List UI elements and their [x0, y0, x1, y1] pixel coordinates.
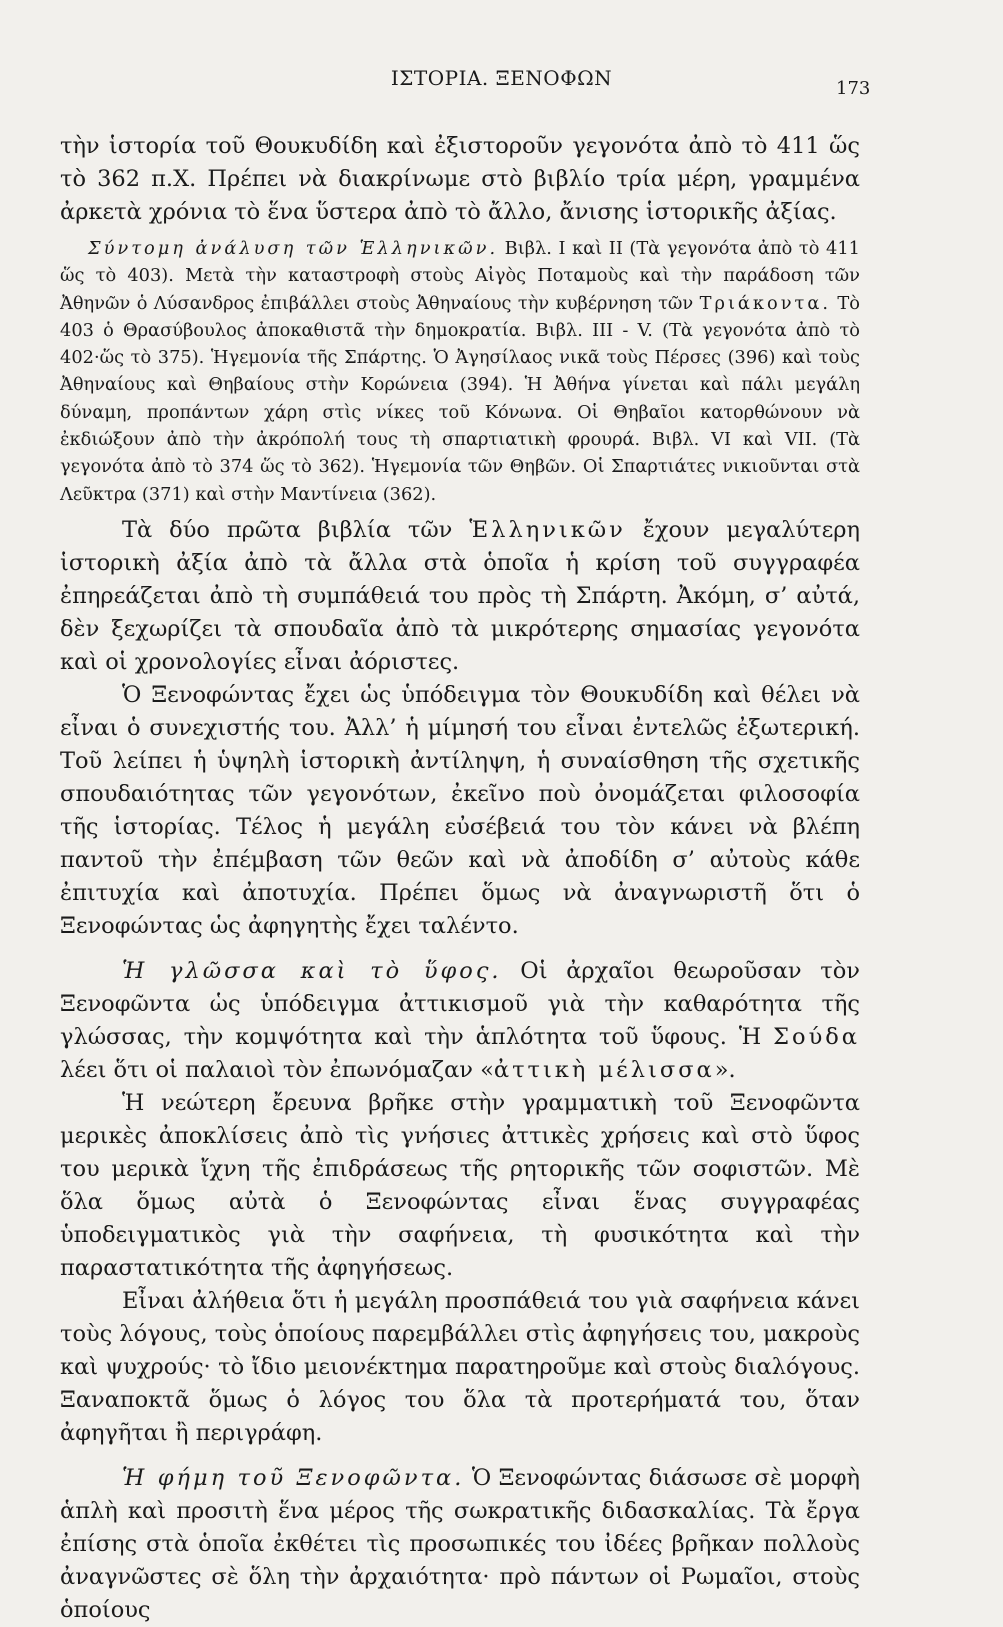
- summary-thirty: Τριάκοντα.: [699, 292, 832, 314]
- running-head: ΙΣΤΟΡΙΑ. ΞΕΝΟΦΩΝ: [390, 66, 613, 90]
- para5-text-c: ».: [714, 1056, 736, 1083]
- summary-text-b: Τὸ 403 ὁ Θρασύβουλος ἀποκαθιστᾶ τὴν δημοκρατία. Βιβλ. ΙΙΙ - V. (Τὰ γεγονότα ἀπὸ τὸ 402·ὥς τὸ 375). Ἡγεμονία τῆς Σπάρτης. Ὁ Ἀγησίλαος νικᾶ τοὺς Πέρσες (396) καὶ τοὺς Ἀθηναίους καὶ Θηβαίους στὴν Κορώνεια (394). Ἡ Ἀθήνα γίνεται καὶ πάλι μεγάλη δύναμη, προπάντων χάρη στὶς νίκες τοῦ Κόνωνα. Οἱ Θηβαῖοι κατορθώνουν νὰ ἐκδιώξουν ἀπὸ τὴν ἀκρόπολή τους τὴ σπαρτιατικὴ φρουρά. Βιβλ. VI καὶ VII. (Τὰ γεγονότα ἀπὸ τὸ 374 ὥς τὸ 362). Ἡγεμονία τῶν Θηβῶν. Οἱ Σπαρτιάτες νικιοῦνται στὰ Λεῦκτρα (371) καὶ στὴν Μαντίνεια (362).: [60, 292, 860, 505]
- para5-text-b: λέει ὅτι οἱ παλαιοὶ τὸν ἐπωνόμαζαν «: [60, 1056, 494, 1083]
- summary-heading: Σύντομη ἀνάλυση τῶν Ἑλληνικῶν.: [88, 238, 499, 259]
- para8-body: Ὁ Ξενοφώντας διάσωσε σὲ μορφὴ ἁπλὴ καὶ προσιτὴ ἕνα μέρος τῆς σωκρατικῆς διδασκαλίας. Τὰ ἔργα ἐπίσης στὰ ὁποῖα ἐκθέτει τὶς προσωπικές του ἰδέες βρῆκαν πολλοὺς ἀναγνῶστες σὲ ὅλη τὴν ἀρχαιότητα· πρὸ πάντων οἱ Ρωμαῖοι, στοὺς ὁποίους: [60, 1464, 860, 1623]
- para5-souda: Σούδα: [773, 1023, 860, 1050]
- para5-text-a: Οἱ ἀρχαῖοι θεωροῦσαν τὸν Ξενοφῶντα ὡς ὑπόδειγμα ἀττικισμοῦ γιὰ τὴν καθαρότητα τῆς γλώσσας, τὴν κομψότητα καὶ τὴν ἁπλότητα τοῦ ὕφους. Ἡ: [60, 957, 860, 1050]
- fame-heading: Ἡ φήμη τοῦ Ξενοφῶντα.: [122, 1464, 465, 1491]
- summary-text-a: Βιβλ. Ι καὶ ΙΙ (Τὰ γεγονότα ἀπὸ τὸ 411 ὥς τὸ 403). Μετὰ τὴν καταστροφὴ στοὺς Αἰγὸς Ποταμοὺς καὶ τὴν παράδοση τῶν Ἀθηνῶν ὁ Λύσανδρος ἐπιβάλλει στοὺς Ἀθηναίους τὴν κυβέρνηση τῶν: [60, 238, 860, 314]
- para3-text-b: ἔχουν μεγαλύτερη ἱστορικὴ ἀξία ἀπὸ τὰ ἄλλα στὰ ὁποῖα ἡ κρίση τοῦ συγγραφέα ἐπηρεάζεται ἀπὸ τὴ συμπάθειά του πρὸς τὴ Σπάρτη. Ἀκόμη, σ’ αὐτά, δὲν ξεχωρίζει τὰ σπουδαῖα ἀπὸ τὰ μικρότερης σημασίας γεγονότα καὶ οἱ χρονολογίες εἶναι ἀόριστες.: [60, 516, 860, 675]
- paragraph-fame: [60, 1462, 860, 1627]
- para5-attic-bee: ἀττικὴ μέλισσα: [493, 1056, 715, 1083]
- paragraph-speeches: Εἶναι ἀλήθεια ὅτι ἡ μεγάλη προσπάθειά του γιὰ σαφήνεια κάνει τοὺς λόγους, τοὺς ὁποίους παρεμβάλλει στὶς ἀφηγήσεις του, μακροὺς καὶ ψυχρούς· τὸ ἴδιο μειονέκτημα παρατηροῦμε καὶ στοὺς διαλόγους. Ξαναποκτᾶ ὅμως ὁ λόγος του ὅλα τὰ προτερήματά του, ὅταν ἀφηγῆται ἢ περιγράφη.: [60, 1287, 860, 1446]
- paragraph-hellenica-value: [60, 514, 860, 679]
- para3-text-a: Τὰ δύο πρῶτα βιβλία τῶν: [122, 516, 470, 543]
- paragraph-language: [60, 955, 860, 1087]
- paragraph-intro: τὴν ἱστορία τοῦ Θουκυδίδη καὶ ἐξιστοροῦν γεγονότα ἀπὸ τὸ 411 ὥς τὸ 362 π.Χ. Πρέπει νὰ διακρίνωμε στὸ βιβλίο τρία μέρη, γραμμένα ἀρκετὰ χρόνια τὸ ἕνα ὕστερα ἀπὸ τὸ ἄλλο, ἄνισης ἱστορικῆς ἀξίας.: [60, 133, 860, 225]
- para3-hellenica: Ἑλληνικῶν: [469, 516, 626, 543]
- language-heading: Ἡ γλῶσσα καὶ τὸ ὕφος.: [122, 957, 502, 984]
- paragraph-summary: [60, 235, 860, 508]
- paragraph-imitation: Ὁ Ξενοφώντας ἔχει ὡς ὑπόδειγμα τὸν Θουκυδίδη καὶ θέλει νὰ εἶναι ὁ συνεχιστής του. Ἀλλ’ ἡ μίμησή του εἶναι ἐντελῶς ἐξωτερική. Τοῦ λείπει ἡ ὑψηλὴ ἱστορικὴ ἀντίληψη, ἡ συναίσθηση τῆς σχετικῆς σπουδαιότητας τῶν γεγονότων, ἐκεῖνο ποὺ ὀνομάζεται φιλοσοφία τῆς ἱστορίας. Τέλος ἡ μεγάλη εὐσέβειά του τὸν κάνει νὰ βλέπη παντοῦ τὴν ἐπέμβαση τῶν θεῶν καὶ νὰ ἀποδίδη σ’ αὐτοὺς κάθε ἐπιτυχία καὶ ἀποτυχία. Πρέπει ὅμως νὰ ἀναγνωριστῆ ὅτι ὁ Ξενοφώντας ὡς ἀφηγητὴς ἔχει ταλέντο.: [60, 681, 860, 939]
- paragraph-research: Ἡ νεώτερη ἔρευνα βρῆκε στὴν γραμματικὴ τοῦ Ξενοφῶντα μερικὲς ἀποκλίσεις ἀπὸ τὶς γνήσιες ἀττικὲς χρήσεις καὶ στὸ ὕφος του μερικὰ ἴχνη τῆς ἐπιδράσεως τῆς ρητορικῆς τῶν σοφιστῶν. Μὲ ὅλα ὅμως αὐτὰ ὁ Ξενοφώντας εἶναι ἕνας συγγραφέας ὑποδειγματικὸς γιὰ τὴν σαφήνεια, τὴ φυσικότητα καὶ τὴν παραστατικότητα τῆς ἀφηγήσεως.: [60, 1089, 860, 1281]
- text-block: [60, 128, 860, 1627]
- page-number: 173: [836, 78, 871, 99]
